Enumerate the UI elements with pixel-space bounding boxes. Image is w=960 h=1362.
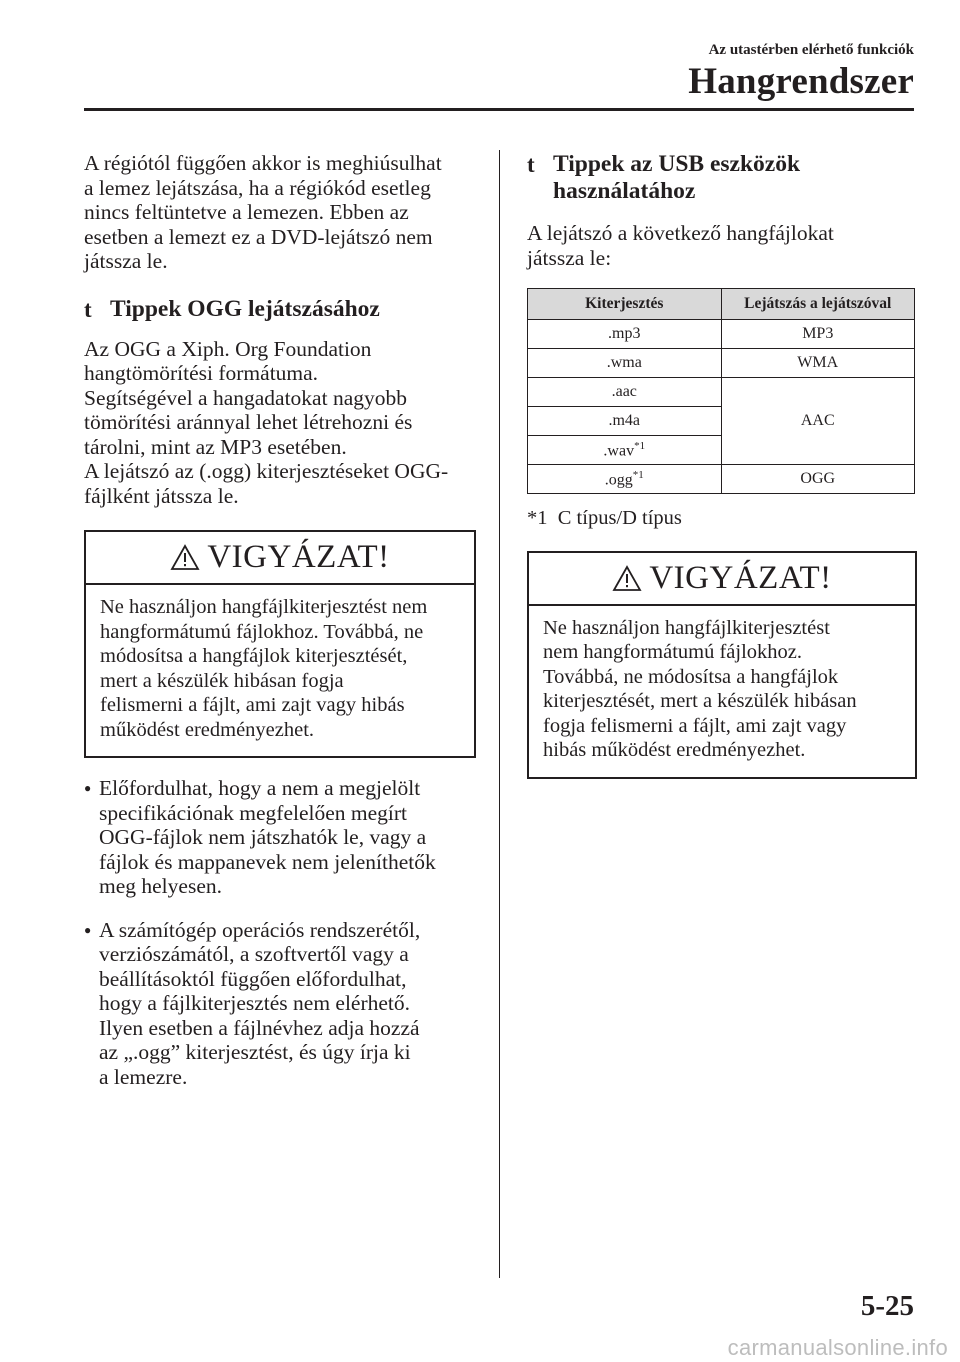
line: nem hangformátumú fájlokhoz. — [543, 641, 803, 663]
caution-content — [529, 606, 915, 777]
watermark: carmanualsonline.info — [727, 1335, 948, 1360]
ogg-heading — [84, 296, 476, 323]
column-header: Lejátszás a lejátszóval — [721, 289, 915, 320]
column-divider — [499, 150, 500, 1278]
extension-text: .wma — [606, 354, 642, 371]
line: Továbbá, ne módosítsa a hangfájlok — [543, 665, 839, 688]
playback-cell: AAC — [721, 378, 915, 465]
line: a lemezre. — [99, 1064, 188, 1089]
column-header: Kiterjesztés — [528, 289, 722, 320]
line: tömörítési aránnyal lehet létrehozni és — [84, 410, 413, 434]
line: tárolni, mint az MP3 esetében. — [84, 434, 347, 459]
warning-icon — [170, 544, 200, 571]
heading-marker: t — [84, 296, 92, 322]
playback-cell: WMA — [721, 349, 915, 378]
line: A számítógép operációs rendszerétől, — [99, 917, 421, 942]
caution-title: VIGYÁZAT! — [207, 539, 390, 575]
footnote: *1 C típus/D típus — [527, 507, 682, 529]
line: hogy a fájlkiterjesztés nem elérhető. — [99, 991, 411, 1015]
line: nincs feltüntetve a lemezen. Ebben az — [84, 200, 409, 224]
extension-text: .mp3 — [608, 325, 641, 342]
page-title: Hangrendszer — [688, 61, 914, 102]
line: fájlok és mappanevek nem jeleníthetők — [99, 849, 436, 874]
extension-cell — [528, 436, 722, 465]
line: hangtömörítési formátuma. — [84, 361, 319, 385]
usb-intro — [527, 221, 917, 270]
line: fájlként játssza le. — [84, 483, 239, 508]
format-table — [527, 288, 915, 494]
caution-box — [527, 551, 917, 779]
extension-text: .m4a — [608, 412, 641, 429]
line: az „.ogg” kiterjesztést, és úgy írja ki — [99, 1040, 411, 1064]
line: A régiótól függően akkor is meghiúsulhat — [84, 151, 442, 175]
line: meg helyesen. — [99, 874, 222, 898]
caution-box — [84, 530, 476, 758]
usb-heading — [527, 151, 917, 205]
playback-cell: OGG — [721, 465, 915, 494]
line: mert a készülék hibásan fogja — [100, 669, 344, 692]
line: Segítségével a hangadatokat nagyobb — [84, 385, 407, 410]
extension-text: .ogg — [604, 471, 633, 489]
line: Előfordulhat, hogy a nem a megjelölt — [99, 776, 421, 800]
table-header-row — [528, 289, 915, 320]
heading-text: használatához — [553, 178, 696, 204]
footnote-ref: *1 — [634, 439, 646, 452]
list-item — [84, 776, 476, 899]
extension-text: .aac — [611, 383, 637, 400]
table-row — [528, 320, 915, 349]
caution-header — [86, 532, 474, 585]
line: A lejátszó a következő hangfájlokat — [527, 221, 834, 245]
line: Az OGG a Xiph. Org Foundation — [84, 336, 372, 361]
extension-cell — [528, 320, 722, 349]
right-column — [527, 151, 917, 779]
line: a lemez lejátszása, ha a régiókód esetleg — [84, 175, 431, 200]
line: módosítsa a hangfájlok kiterjesztését, — [100, 645, 408, 667]
region-note — [84, 151, 476, 274]
line: esetben a lemezt ez a DVD-lejátszó nem — [84, 224, 433, 249]
line: specifikációnak megfelelően megírt — [99, 800, 408, 825]
line: Ilyen esetben a fájlnévhez adja hozzá — [99, 1015, 420, 1040]
bullet-list — [84, 776, 476, 1089]
line: Ne használjon hangfájlkiterjesztést nem — [100, 596, 428, 618]
line: fogja felismerni a fájlt, ami zajt vagy — [543, 714, 847, 737]
line: játssza le: — [527, 245, 612, 270]
heading-marker: t — [527, 152, 535, 177]
line: verziószámától, a szoftvertől vagy a — [99, 942, 409, 966]
heading-text: Tippek OGG lejátszásához — [110, 295, 380, 322]
table-row — [528, 378, 915, 407]
extension-cell — [528, 465, 722, 494]
extension-cell — [528, 407, 722, 436]
left-column — [84, 151, 476, 1089]
line: játssza le. — [84, 249, 168, 273]
extension-cell — [528, 349, 722, 378]
line: kiterjesztését, mert a készülék hibásan — [543, 690, 857, 712]
line: hibás működést eredményezhet. — [543, 739, 806, 761]
list-item — [84, 918, 476, 1090]
bullet-icon: ● — [84, 922, 92, 937]
section-label: Az utastérben elérhető funkciók — [708, 42, 914, 58]
line: Ne használjon hangfájlkiterjesztést — [543, 616, 830, 639]
line: A lejátszó az (.ogg) kiterjesztéseket OGG- — [84, 459, 449, 483]
header-rule — [84, 108, 914, 111]
heading-text: Tippek az USB eszközök — [553, 151, 801, 177]
extension-cell — [528, 378, 722, 407]
caution-content — [86, 585, 474, 756]
line: működést eredményezhet. — [100, 718, 315, 741]
line: beállításoktól függően előfordulhat, — [99, 966, 407, 991]
line: felismerni a fájlt, ami zajt vagy hibás — [100, 694, 405, 716]
warning-icon — [612, 565, 642, 592]
caution-header — [529, 553, 915, 606]
table-row — [528, 465, 915, 494]
footnote-ref: *1 — [632, 468, 644, 481]
bullet-icon: ● — [84, 781, 92, 795]
extension-text: .wav — [603, 442, 635, 460]
page-number: 5-25 — [860, 1290, 914, 1322]
playback-cell: MP3 — [721, 320, 915, 349]
caution-title: VIGYÁZAT! — [649, 559, 832, 596]
ogg-description — [84, 337, 476, 509]
line: hangformátumú fájlokhoz. Továbbá, ne — [100, 620, 424, 643]
table-row — [528, 349, 915, 378]
line: OGG-fájlok nem játszhatók le, vagy a — [99, 825, 427, 849]
